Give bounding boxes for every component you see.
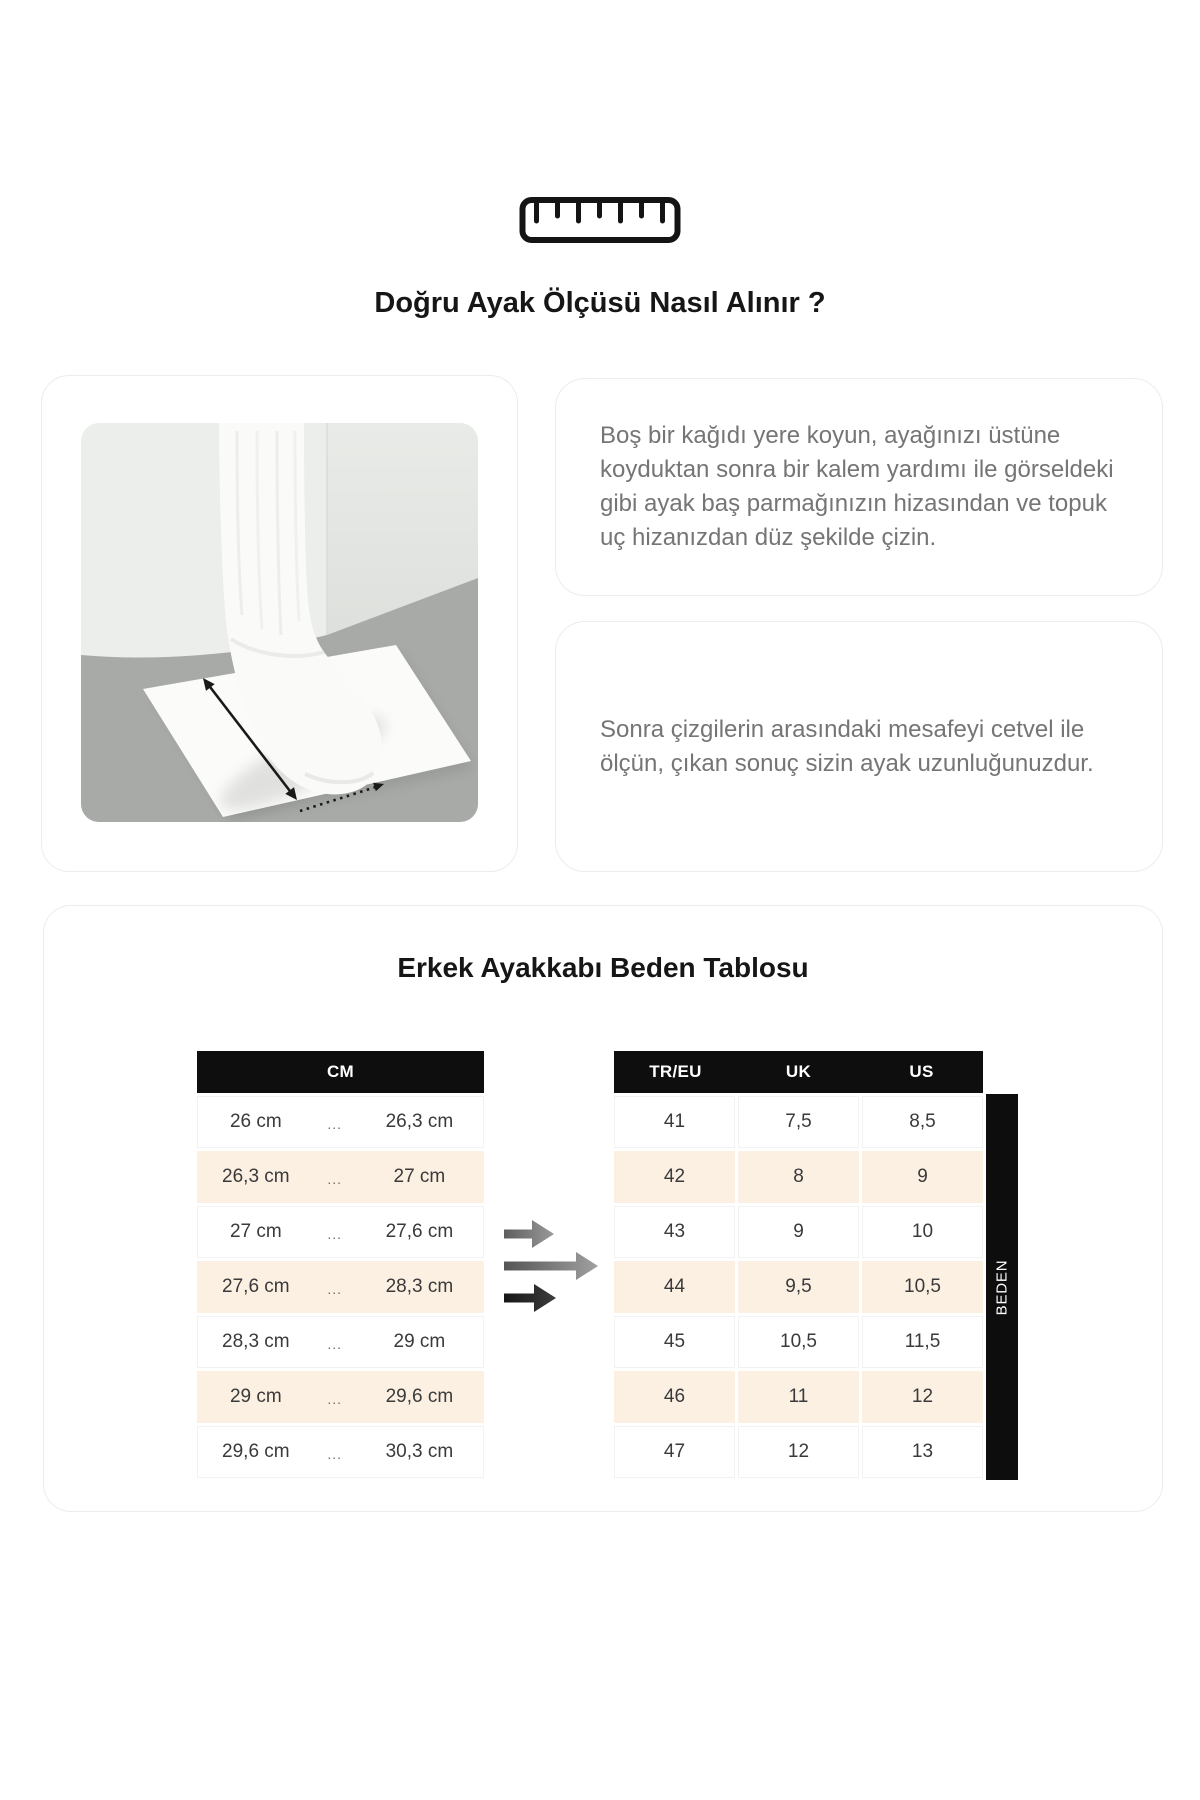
table-row (197, 1096, 484, 1148)
size-table-card (43, 905, 1163, 1512)
table-row (614, 1261, 983, 1313)
size-conversion-table (614, 1051, 983, 1478)
range-dots: ... (327, 1226, 343, 1242)
cm-to-cell: 28,3 cm (385, 1276, 454, 1297)
header-cell-treu: TR/EU (649, 1062, 702, 1081)
cm-from-cell: 27,6 cm (222, 1276, 290, 1297)
range-dots: ... (327, 1446, 343, 1462)
range-dots: ... (327, 1171, 343, 1187)
howto-section (41, 375, 1163, 872)
uk-cell: 11 (738, 1371, 859, 1423)
cm-to-cell: 27,6 cm (385, 1221, 454, 1242)
instruction-card-1 (555, 378, 1163, 596)
instruction-card-2 (555, 621, 1163, 872)
size-table-header (614, 1051, 983, 1093)
cm-from-cell: 26,3 cm (222, 1166, 290, 1187)
range-dots: ... (327, 1336, 343, 1352)
table-row (614, 1371, 983, 1423)
header-cell-us: US (909, 1062, 934, 1081)
treu-cell: 45 (614, 1316, 735, 1368)
table-row (197, 1426, 484, 1478)
cm-to-cell: 29 cm (393, 1331, 446, 1352)
table-row (197, 1206, 484, 1258)
treu-cell: 46 (614, 1371, 735, 1423)
uk-cell: 7,5 (738, 1096, 859, 1148)
cm-from-cell: 29 cm (229, 1386, 282, 1407)
table-row (197, 1316, 484, 1368)
range-dots: ... (327, 1281, 343, 1297)
table-row (614, 1426, 983, 1478)
instruction-column (555, 375, 1163, 872)
us-cell: 13 (862, 1426, 983, 1478)
instruction-text-2: Sonra çizgilerin arasındaki mesafeyi cetvel ile ölçün, çıkan sonuç sizin ayak uzunluğunuzdur. (600, 715, 1094, 777)
uk-cell: 9 (738, 1206, 859, 1258)
treu-cell: 42 (614, 1151, 735, 1203)
treu-cell: 47 (614, 1426, 735, 1478)
cm-from-cell: 29,6 cm (222, 1441, 290, 1462)
beden-side-label: BEDEN (993, 1259, 1011, 1315)
photo-card (41, 375, 518, 872)
cm-table (197, 1051, 484, 1478)
table-row (197, 1371, 484, 1423)
cm-table-header (197, 1051, 484, 1093)
treu-cell: 43 (614, 1206, 735, 1258)
us-cell: 12 (862, 1371, 983, 1423)
range-dots: ... (327, 1116, 343, 1132)
uk-cell: 10,5 (738, 1316, 859, 1368)
uk-cell: 9,5 (738, 1261, 859, 1313)
cm-to-cell: 26,3 cm (385, 1111, 454, 1132)
cm-from-cell: 28,3 cm (222, 1331, 290, 1352)
arrows-right-icon (504, 1216, 604, 1316)
us-cell: 10 (862, 1206, 983, 1258)
range-dots: ... (327, 1391, 343, 1407)
cm-header-label: CM (326, 1062, 355, 1081)
us-cell: 11,5 (862, 1316, 983, 1368)
uk-cell: 8 (738, 1151, 859, 1203)
table-row (614, 1151, 983, 1203)
instruction-text-1: Boş bir kağıdı yere koyun, ayağınızı üstüne koyduktan sonra bir kalem yardımı ile görseldeki gibi ayak baş parmağınızın hizasından ve topuk uç hizanızdan düz şekilde çizin. (600, 422, 1114, 551)
cm-to-cell: 27 cm (393, 1166, 446, 1187)
table-row (614, 1206, 983, 1258)
table-row (614, 1316, 983, 1368)
table-row (197, 1261, 484, 1313)
page-title: Doğru Ayak Ölçüsü Nasıl Alınır ? (374, 287, 826, 319)
treu-cell: 41 (614, 1096, 735, 1148)
tables-area (44, 1051, 1162, 1486)
table-row (197, 1151, 484, 1203)
table-row (614, 1096, 983, 1148)
cm-to-cell: 29,6 cm (385, 1386, 454, 1407)
cm-from-cell: 26 cm (229, 1111, 282, 1132)
uk-cell: 12 (738, 1426, 859, 1478)
beden-side-bar (986, 1094, 1018, 1480)
us-cell: 8,5 (862, 1096, 983, 1148)
foot-measurement-photo (81, 423, 478, 822)
treu-cell: 44 (614, 1261, 735, 1313)
header-cell-uk: UK (785, 1062, 812, 1081)
ruler-icon (520, 197, 681, 243)
cm-from-cell: 27 cm (229, 1221, 282, 1242)
cm-to-cell: 30,3 cm (385, 1441, 454, 1462)
us-cell: 10,5 (862, 1261, 983, 1313)
size-table-title: Erkek Ayakkabı Beden Tablosu (397, 952, 809, 983)
us-cell: 9 (862, 1151, 983, 1203)
